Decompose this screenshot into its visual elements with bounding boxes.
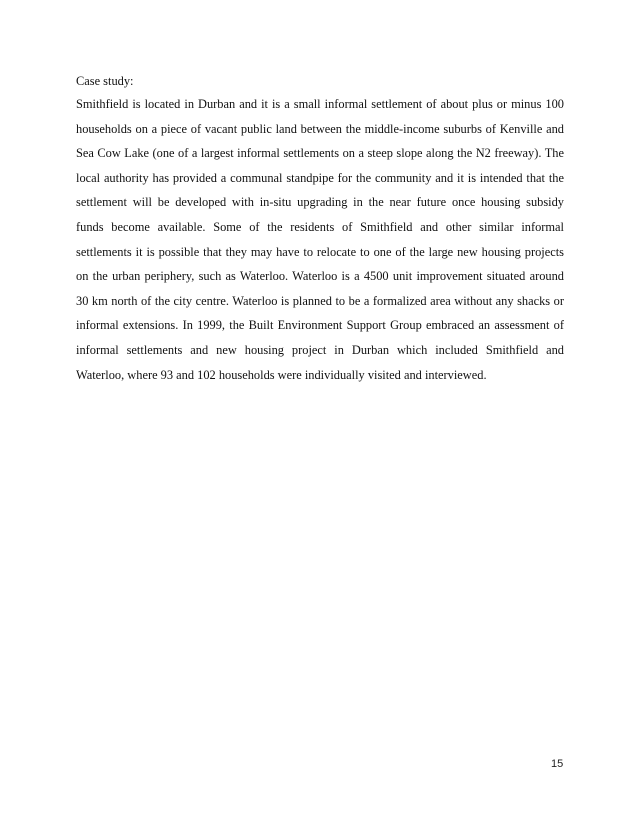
paragraph-line: informal settlements and new housing project in Durban which included Smithfield and [76,342,564,357]
paragraph-line: households on a piece of vacant public land between the middle-income suburbs of Kenville and [76,121,564,136]
paragraph-line: local authority has provided a communal standpipe for the community and it is intended that the [76,170,564,185]
paragraph-line: informal extensions. In 1999, the Built Environment Support Group embraced an assessment of [76,318,564,333]
paragraph-line: Waterloo, where 93 and 102 households were individually visited and interviewed. [76,367,487,382]
paragraph-line: Sea Cow Lake (one of a largest informal settlements on a steep slope along the N2 freeway). The [76,146,564,161]
document-body [76,70,564,387]
paragraph-line: settlement will be developed with in-situ upgrading in the near future once housing subsidy [76,195,564,210]
paragraph-line: on the urban periphery, such as Waterloo. Waterloo is a 4500 unit improvement situated around [76,269,564,284]
page-number: 15 [551,758,564,770]
paragraph-line: settlements it is possible that they may have to relocate to one of the large new housing projects [76,244,564,259]
paragraph-line: funds become available. Some of the residents of Smithfield and other similar informal [76,219,564,234]
paragraph-line: Smithfield is located in Durban and it is a small informal settlement of about plus or minus 100 [76,97,564,111]
section-heading: Case study: [76,74,134,88]
paragraph-line: 30 km north of the city centre. Waterloo is planned to be a formalized area without any shacks or [76,293,564,308]
